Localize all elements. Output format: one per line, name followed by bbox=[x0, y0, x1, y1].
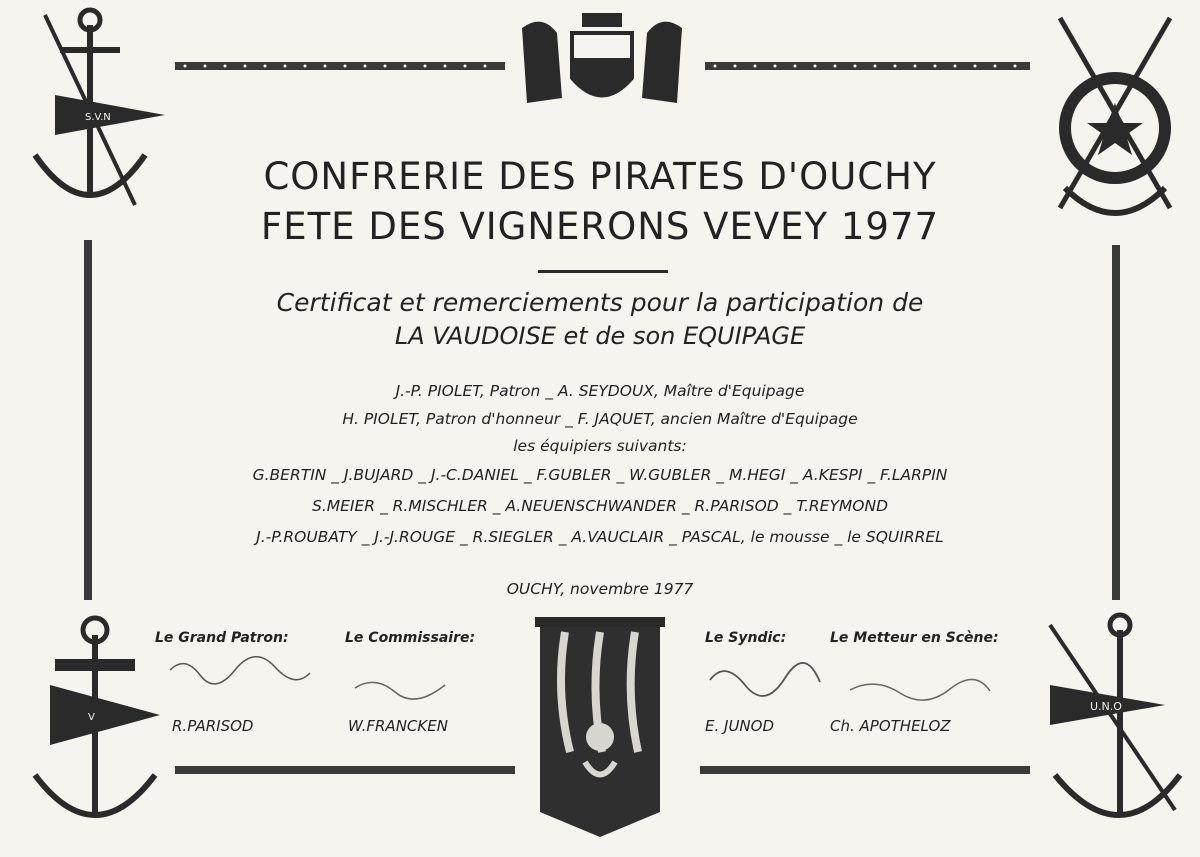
signature-label-grand-patron: Le Grand Patron: bbox=[155, 630, 289, 646]
rope-border-top-right bbox=[705, 58, 1030, 74]
crew-line-2: H. PIOLET, Patron d'honneur _ F. JAQUET, ancien Maître d'Equipage bbox=[342, 410, 858, 428]
rope-border-bottom-right bbox=[700, 762, 1030, 778]
svg-text:S.V.N: S.V.N bbox=[85, 112, 111, 123]
crew-line-5: S.MEIER _ R.MISCHLER _ A.NEUENSCHWANDER _ R.PARISOD _ T.REYMOND bbox=[311, 497, 889, 515]
svg-text:U.N.O: U.N.O bbox=[1090, 700, 1122, 713]
lifebuoy-emblem-top-right bbox=[1040, 8, 1190, 233]
title-line-1: CONFRERIE DES PIRATES D'OUCHY bbox=[263, 155, 937, 198]
anchor-emblem-bottom-left bbox=[20, 615, 170, 840]
handwritten-signature-2 bbox=[350, 670, 460, 700]
signature-name-syndic: E. JUNOD bbox=[705, 717, 774, 735]
place-date: OUCHY, novembre 1977 bbox=[506, 580, 694, 598]
crew-line-4: G.BERTIN _ J.BUJARD _ J.-C.DANIEL _ F.GUBLER _ W.GUBLER _ M.HEGI _ A.KESPI _ F.LARPIN bbox=[252, 466, 948, 484]
svg-text:V: V bbox=[88, 712, 95, 723]
signature-label-syndic: Le Syndic: bbox=[705, 630, 787, 646]
crew-line-3: les équipiers suivants: bbox=[513, 437, 687, 455]
crew-line-1: J.-P. PIOLET, Patron _ A. SEYDOUX, Maître d'Equipage bbox=[395, 382, 805, 400]
handwritten-signature-3 bbox=[705, 660, 825, 695]
crew-line-6: J.-P.ROUBATY _ J.-J.ROUGE _ R.SIEGLER _ A.VAUCLAIR _ PASCAL, le mousse _ le SQUIRREL bbox=[256, 528, 944, 546]
banner-anchor-emblem bbox=[530, 612, 670, 842]
title-line-2: FETE DES VIGNERONS VEVEY 1977 bbox=[260, 205, 940, 248]
title-divider bbox=[538, 270, 668, 273]
signature-label-metteur: Le Metteur en Scène: bbox=[830, 630, 999, 646]
handwritten-signature-1 bbox=[165, 655, 315, 685]
intro-line-1: Certificat et remerciements pour la participation de bbox=[276, 288, 924, 317]
rope-border-top-left bbox=[175, 58, 505, 74]
intro-line-2: LA VAUDOISE et de son EQUIPAGE bbox=[394, 322, 806, 350]
signature-name-metteur: Ch. APOTHELOZ bbox=[830, 717, 951, 735]
signature-name-commissaire: W.FRANCKEN bbox=[348, 717, 448, 735]
signature-label-commissaire: Le Commissaire: bbox=[345, 630, 476, 646]
anchor-emblem-bottom-right bbox=[1035, 610, 1190, 840]
rope-border-bottom-left bbox=[175, 762, 515, 778]
handwritten-signature-4 bbox=[845, 675, 995, 705]
signature-name-grand-patron: R.PARISOD bbox=[172, 717, 254, 735]
coat-of-arms-emblem bbox=[512, 8, 692, 118]
